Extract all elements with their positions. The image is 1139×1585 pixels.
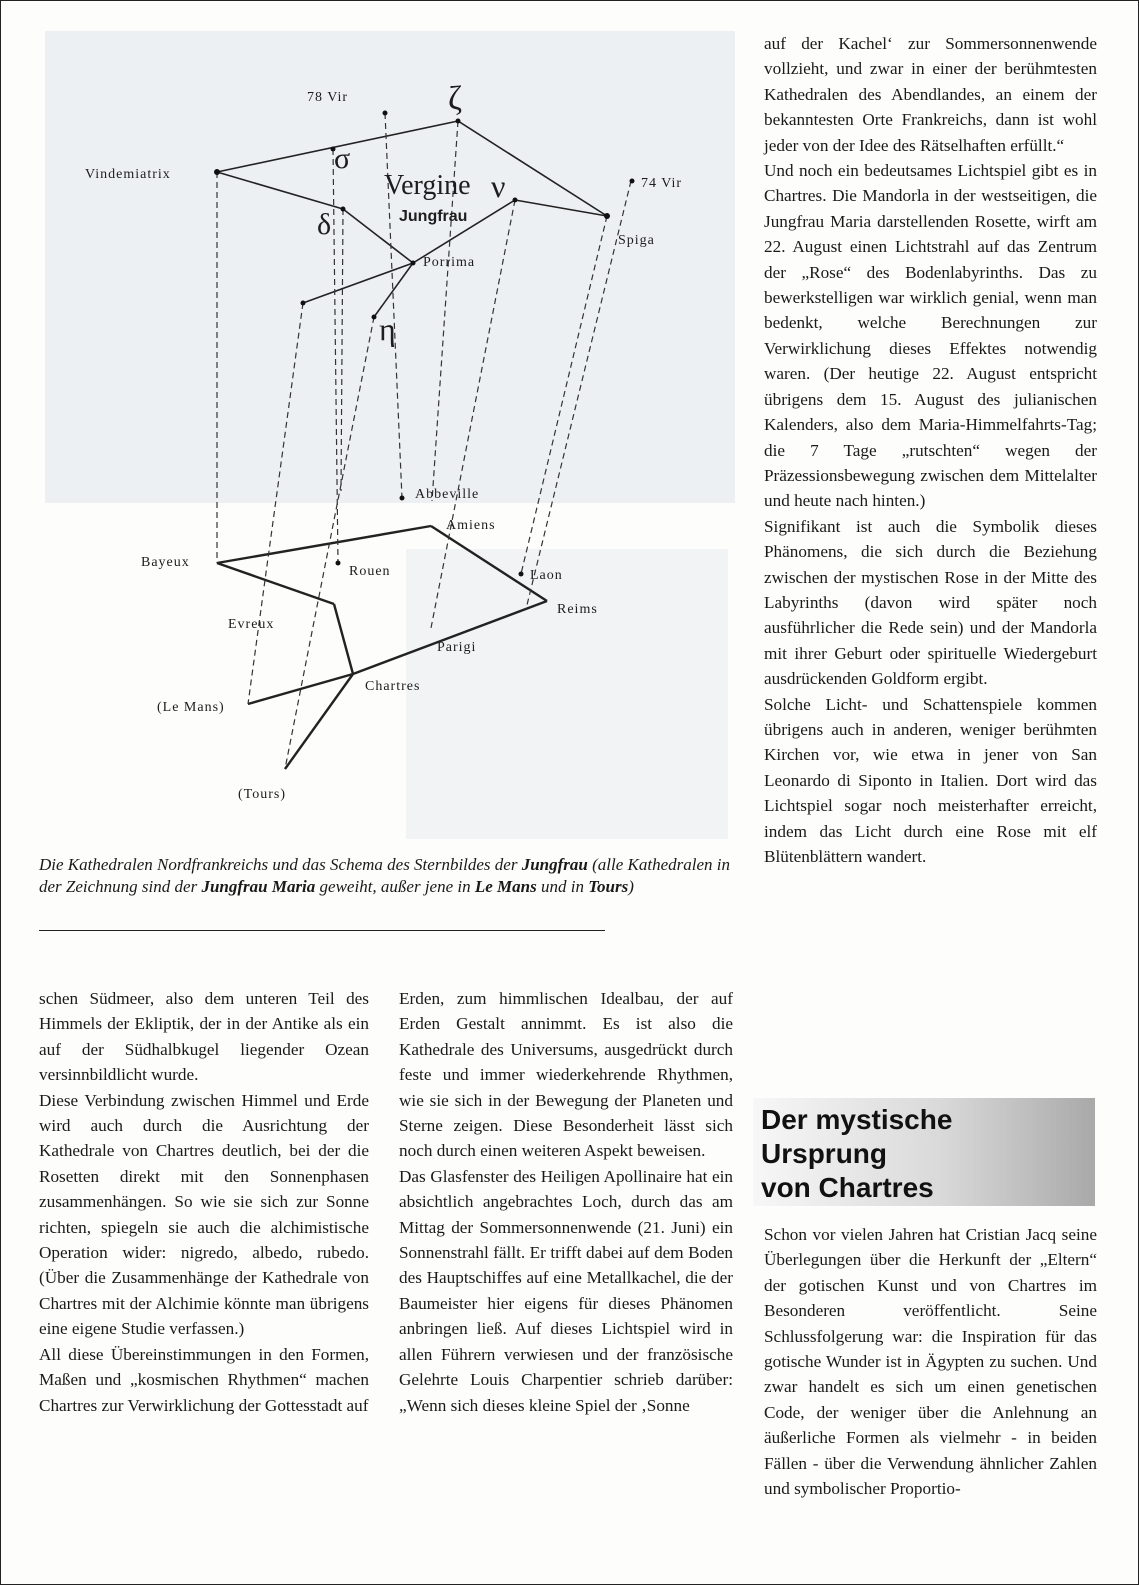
paragraph: Solche Licht- und Schattenspiele kommen übrigens auch in anderen, weniger berühmten Kirchen vor, wie etwa in jener von San Leonardo di Siponto in Italien. Dort wird das Lichtspiel sogar noch meisterhafter erreicht, indem das Licht durch eine Rose mit elf Blütenblättern wandert. [764, 694, 1097, 866]
label-delta: δ [317, 208, 332, 241]
label-laon: Laon [530, 568, 563, 583]
label-jungfrau: Jungfrau [399, 208, 468, 225]
label-parigi: Parigi [437, 640, 477, 655]
figure-caption: Die Kathedralen Nordfrankreichs und das Schema des Sternbildes der Jungfrau (alle Kathedralen in der Zeichnung sind der Jungfrau Maria geweiht, außer jene in Le Mans und in Tours) [39, 855, 730, 896]
paragraph: Signifikant ist auch die Symbolik dieses Phänomens, die sich durch die Beziehung zwischen der mystischen Rose in der Mitte des Labyrinths (davon wird später noch ausführlicher die Rede sein) und der Mandorla mit ihrer Geburt oder spirituelle Wiedergeburt ausdrückenden Goldform ergibt. [764, 516, 1097, 689]
text-column-left [39, 986, 369, 1418]
line-bayeux-amiens [217, 526, 431, 563]
star-vindemiatrix [214, 169, 220, 175]
paragraph: Diese Verbindung zwischen Himmel und Erde wird auch durch die Ausrichtung der Kathedrale von Chartres deutlich, bei der die Rosetten direkt mit den Sonnenphasen zusammenhängen. So wie sie sich zur Sonne richten, spiegeln sie auch die alchimistische Operation wider: nigredo, albedo, rubedo. (Über die Zusammenhänge der Kathedrale von Chartres mit der Alchimie könnte man übrigens eine eigene Studie verfassen.) [39, 1090, 369, 1339]
label-74-vir: 74 Vir [641, 176, 683, 191]
paragraph: Schon vor vielen Jahren hat Cristian Jacq seine Überlegungen über die Herkunft der „Eltern“ der gotischen Kunst und von Chartres im Besonderen veröffentlicht. Seine Schlussfolgerung war: die Inspiration für das gotische Wunder ist in Ägypten zu suchen. Und zwar handelt es sich um einen genetischen Code, der weniger über die Anlehnung an äußerliche Formen als vielmehr - in beiden Fällen - über die Verwendung ähnlicher Zahlen und symbolischer Proportio- [764, 1225, 1097, 1499]
label-chartres: Chartres [365, 679, 421, 694]
section-heading: Der mystische Ursprung von Chartres [761, 1104, 953, 1203]
dot-laon [519, 572, 524, 577]
star-delta [341, 207, 346, 212]
paragraph: All diese Übereinstimmungen in den Formen, Maßen und „kosmischen Rhythmen“ machen Chartres zur Verwirklichung der Gottesstadt auf [39, 1344, 369, 1415]
star-spiga [604, 213, 610, 219]
label-vindemiatrix: Vindemiatrix [85, 167, 171, 182]
label-78-vir: 78 Vir [307, 90, 349, 105]
star-nu [513, 198, 518, 203]
line-chartres-tours [285, 674, 353, 769]
line-porrima-eta [374, 263, 413, 317]
dot-abbeville [400, 496, 405, 501]
label-porrima: Porrima [423, 255, 476, 270]
dot-rouen [336, 561, 341, 566]
line-porrima-west [303, 263, 413, 303]
line-vindemiatrix-delta [217, 172, 343, 209]
paragraph: Das Glasfenster des Heiligen Apollinaire hat ein absichtlich angebrachtes Loch, durch das am Mittag der Sommersonnenwende (21. Juni) ein Sonnenstrahl fällt. Er trifft dabei auf dem Boden des Hauptschiffes auf eine Metallkachel, die der Baumeister hier eigens für dieses Phänomen anbringen ließ. Auf dieses Lichtspiel wird in allen Führern verwiesen und der französische Gelehrte Louis Charpentier schrieb darüber: „Wenn sich dieses kleine Spiel der ‚Sonne [399, 1166, 733, 1415]
line-chartres-lemans [248, 674, 353, 704]
label-nu: ν [491, 168, 506, 204]
label-evreux: Evreux [228, 617, 275, 632]
label-rouen: Rouen [349, 564, 391, 579]
star-74-vir [630, 179, 635, 184]
label-zeta: ζ [448, 80, 463, 117]
label-le-mans: (Le Mans) [157, 700, 225, 715]
label-tours: (Tours) [238, 787, 287, 802]
star-78-vir [383, 111, 388, 116]
cathedral-map-lines [217, 526, 547, 769]
paragraph: schen Südmeer, also dem unteren Teil des Himmels der Ekliptik, der in der Antike als ein auf der Südhalbkugel liegender Ozean versinnbildlicht wurde. [39, 989, 369, 1085]
paragraph: Und noch ein bedeutsames Lichtspiel gibt es in Chartres. Die Mandorla in der westseitigen, die Jungfrau Maria darstellenden Rosette, wirft am 22. August einen Lichtstrahl auf das Zentrum der „Rose“ des Bodenlabyrinths. Das zu bewerkstelligen war wirklich genial, wenn man bedenkt, welche Berechnungen zur Verwirklichung dieses Effektes notwendig waren. (Der heutige 22. August entspricht übrigens dem 15. August des julianischen Kalenders, also dem Maria-Himmelfahrts-Tag; die 7 Tage „rutschten“ wegen der Präzessionsbewegung zwischen dem Mittelalter und heute nach hinten.) [764, 161, 1097, 511]
line-bayeux-evreux [217, 563, 334, 604]
star-porrima [411, 261, 416, 266]
label-vergine: Vergine [384, 170, 471, 201]
text-column-right-lower [764, 1222, 1097, 1501]
label-bayeux: Bayeux [141, 555, 190, 570]
text-column-right [764, 31, 1097, 869]
label-spiga: Spiga [618, 233, 655, 248]
line-zeta-spiga [458, 121, 607, 216]
star-eta [372, 315, 377, 320]
label-amiens: Amiens [446, 518, 496, 533]
label-sigma: σ [334, 142, 351, 175]
label-reims: Reims [557, 602, 598, 617]
caption-divider [39, 930, 605, 931]
line-reims-chartres [353, 601, 547, 674]
paragraph: Erden, zum himmlischen Idealbau, der auf Erden Gestalt annimmt. Es ist also die Kathedrale des Universums, ausgedrückt durch feste und immer wiederkehrende Rhythmen, wie sie sich in der Bewegung der Planeten und Sterne zeigen. Diese Besonderheit lässt sich noch durch einen weiteren Aspekt beweisen. [399, 989, 733, 1161]
paragraph: auf der Kachel‘ zur Sommersonnenwende vollzieht, und zwar in einer der berühmtesten Kathedralen des Abendlandes, an einem der bekanntesten Orte Frankreichs, dann ist wohl jeder von der Idee des Rätselhaften erfüllt.“ [764, 34, 1097, 155]
label-eta: η [379, 311, 396, 347]
star-zeta [456, 119, 461, 124]
label-abbeville: Abbeville [415, 487, 480, 502]
text-column-middle [399, 986, 733, 1418]
line-evreux-chartres [334, 604, 353, 674]
star-west [301, 301, 306, 306]
